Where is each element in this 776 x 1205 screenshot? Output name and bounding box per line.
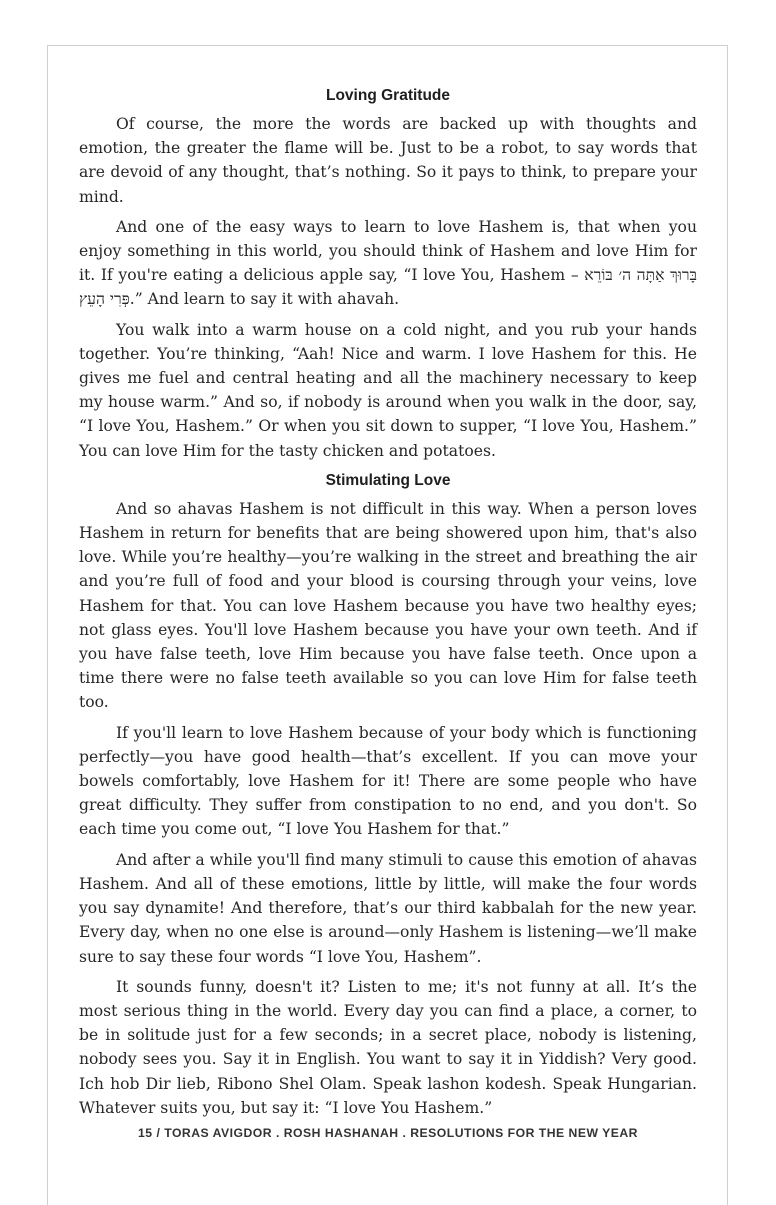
paragraph-apple: [79, 215, 697, 312]
paragraph-apple-text-before: And one of the easy ways to learn to love Hashem is, that when you enjoy something in this world, you should think of Hashem and love Him for it. If you're eating a delicious apple say, “I love You, Hashem –: [79, 217, 697, 285]
paragraph: If you'll learn to love Hashem because of your body which is functioning perfectly—you have good health—that’s excellent. If you can move your bowels comfortably, love Hashem for it! There are some people who have great difficulty. They suffer from constipation to no end, and you don't. So each time you come out, “I love You Hashem for that.”: [79, 723, 697, 839]
paragraph: Of course, the more the words are backed up with thoughts and emotion, the greater the flame will be. Just to be a robot, to say words that are devoid of any thought, that’s nothing. So it pays to think, to prepare your mind.: [79, 115, 697, 206]
section-heading-loving-gratitude: Loving Gratitude: [326, 87, 450, 104]
page-footer: 15 / TORAS AVIGDOR . ROSH HASHANAH . RESOLUTIONS FOR THE NEW YEAR: [138, 1126, 638, 1140]
page-content: [79, 84, 697, 1126]
paragraph-apple-text-after: .” And learn to say it with ahavah.: [129, 290, 400, 309]
paragraph: It sounds funny, doesn't it? Listen to me; it's not funny at all. It’s the most serious thing in the world. Every day you can find a place, a corner, to be in solitude just for a few seconds; in a secret place, nobody is listening, nobody sees you. Say it in English. You want to say it in Yiddish? Very good. Ich hob Dir lieb, Ribono Shel Olam. Speak lashon kodesh. Speak Hungarian. Whatever suits you, but say it: “I love You Hashem.”: [79, 977, 697, 1117]
hebrew-blessing: בָּרוּךְ אַתָּה ה׳ בּוֹרֵא פְּרִי הָעֵץ: [79, 266, 697, 309]
paragraph: And so ahavas Hashem is not difficult in this way. When a person loves Hashem in return for benefits that are being showered upon him, that's also love. While you’re healthy—you’re walking in the street and breathing the air and you’re full of food and your blood is coursing through your veins, love Hashem for that. You can love Hashem because you have two healthy eyes; not glass eyes. You'll love Hashem because you have your own teeth. And if you have false teeth, love Him because you have false teeth. Once upon a time there were no false teeth available so you can love Him for false teeth too.: [79, 499, 697, 712]
paragraph: And after a while you'll find many stimuli to cause this emotion of ahavas Hashem. And all of these emotions, little by little, will make the four words you say dynamite! And therefore, that’s our third kabbalah for the new year. Every day, when no one else is around—only Hashem is listening—we’ll make sure to say these four words “I love You, Hashem”.: [79, 850, 697, 966]
section-heading-stimulating-love: Stimulating Love: [325, 471, 451, 489]
paragraph: You walk into a warm house on a cold night, and you rub your hands together. You’re thinking, “Aah! Nice and warm. I love Hashem for this. He gives me fuel and central heating and all the machinery necessary to keep my house warm.” And so, if nobody is around when you walk in the door, say, “I love You, Hashem.” Or when you sit down to supper, “I love You, Hashem.” You can love Him for the tasty chicken and potatoes.: [79, 320, 697, 460]
